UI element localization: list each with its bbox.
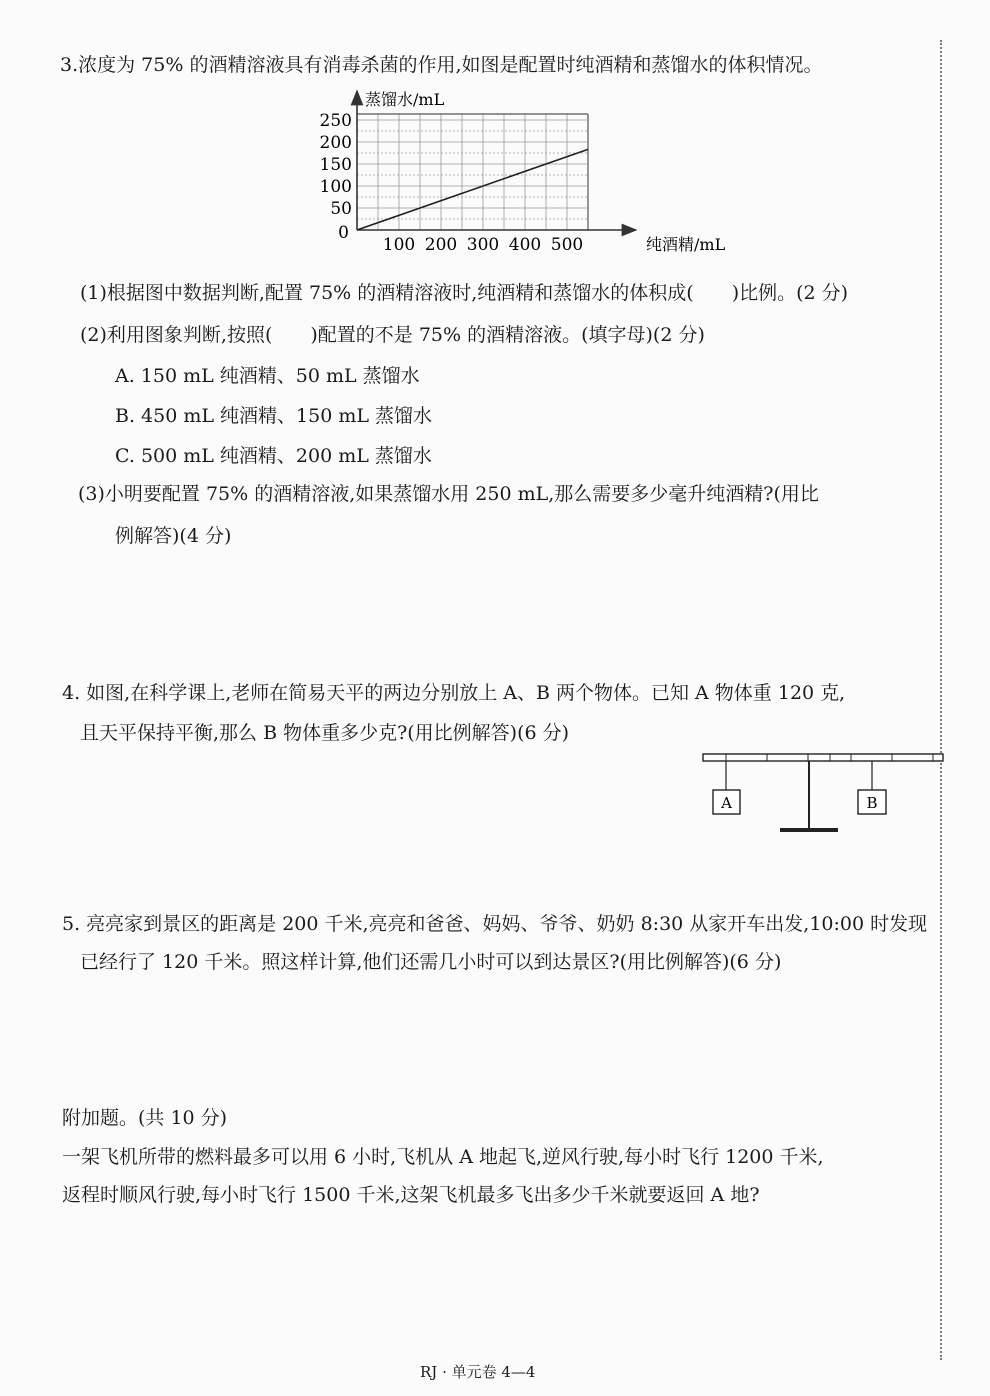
x-axis-label: 纯酒精/mL bbox=[646, 235, 726, 254]
q3-sub3-line2: 例解答)(4 分) bbox=[115, 525, 232, 547]
y-axis-label: 蒸馏水/mL bbox=[365, 90, 445, 109]
q4-line2: 且天平保持平衡,那么 B 物体重多少克?(用比例解答)(6 分) bbox=[80, 722, 570, 744]
balance-diagram bbox=[700, 750, 950, 840]
q3-sub2: (2)利用图象判断,按照( )配置的不是 75% 的酒精溶液。(填字母)(2 分) bbox=[80, 324, 705, 346]
origin-label: 0 bbox=[338, 223, 349, 243]
bonus-line2: 返程时顺风行驶,每小时飞行 1500 千米,这架飞机最多飞出多少千米就要返回 A 地? bbox=[62, 1184, 760, 1206]
x-tick-label: 200 bbox=[424, 235, 458, 255]
binding-margin-dotted-line bbox=[940, 40, 942, 1360]
page-footer: RJ · 单元卷 4—4 bbox=[420, 1363, 536, 1381]
q5-line2: 已经行了 120 千米。照这样计算,他们还需几小时可以到达景区?(用比例解答)(6 分) bbox=[80, 951, 782, 973]
q3-sub3-line1: (3)小明要配置 75% 的酒精溶液,如果蒸馏水用 250 mL,那么需要多少毫升纯酒精?(用比 bbox=[78, 483, 819, 505]
bonus-line1: 一架飞机所带的燃料最多可以用 6 小时,飞机从 A 地起飞,逆风行驶,每小时飞行 1200 千米, bbox=[62, 1146, 824, 1168]
q5-line1: 5. 亮亮家到景区的距离是 200 千米,亮亮和爸爸、妈妈、爷爷、奶奶 8:30 从家开车出发,10:00 时发现 bbox=[62, 913, 928, 935]
x-tick-label: 100 bbox=[382, 235, 416, 255]
bonus-title: 附加题。(共 10 分) bbox=[62, 1107, 228, 1129]
q3-sub1: (1)根据图中数据判断,配置 75% 的酒精溶液时,纯酒精和蒸馏水的体积成( )比例。(2 分) bbox=[80, 282, 849, 304]
chart-grid bbox=[357, 114, 588, 230]
q4-line1: 4. 如图,在科学课上,老师在简易天平的两边分别放上 A、B 两个物体。已知 A 物体重 120 克, bbox=[62, 682, 846, 704]
series-line-distilled-water bbox=[357, 149, 588, 230]
y-tick-label: 250 bbox=[319, 111, 352, 131]
x-tick-label: 300 bbox=[466, 235, 500, 255]
y-tick-label: 100 bbox=[319, 177, 352, 197]
y-tick-label: 50 bbox=[330, 199, 352, 219]
weight-a-label: A bbox=[721, 794, 732, 812]
x-tick-label: 500 bbox=[550, 235, 584, 255]
q3-option-b: B. 450 mL 纯酒精、150 mL 蒸馏水 bbox=[115, 405, 432, 427]
q3-stem-text: 浓度为 75% 的酒精溶液具有消毒杀菌的作用,如图是配置时纯酒精和蒸馏水的体积情况。 bbox=[78, 54, 823, 76]
q3-option-c: C. 500 mL 纯酒精、200 mL 蒸馏水 bbox=[115, 445, 432, 467]
q3-stem bbox=[60, 50, 823, 77]
q3-chart bbox=[310, 85, 726, 260]
x-tick-label: 400 bbox=[508, 235, 542, 255]
y-tick-label: 200 bbox=[319, 133, 352, 153]
q3-number: 3. bbox=[60, 54, 79, 76]
weight-b-label: B bbox=[866, 794, 878, 812]
q3-option-a: A. 150 mL 纯酒精、50 mL 蒸馏水 bbox=[115, 365, 420, 387]
y-tick-label: 150 bbox=[319, 155, 352, 175]
balance-beam bbox=[703, 754, 943, 761]
